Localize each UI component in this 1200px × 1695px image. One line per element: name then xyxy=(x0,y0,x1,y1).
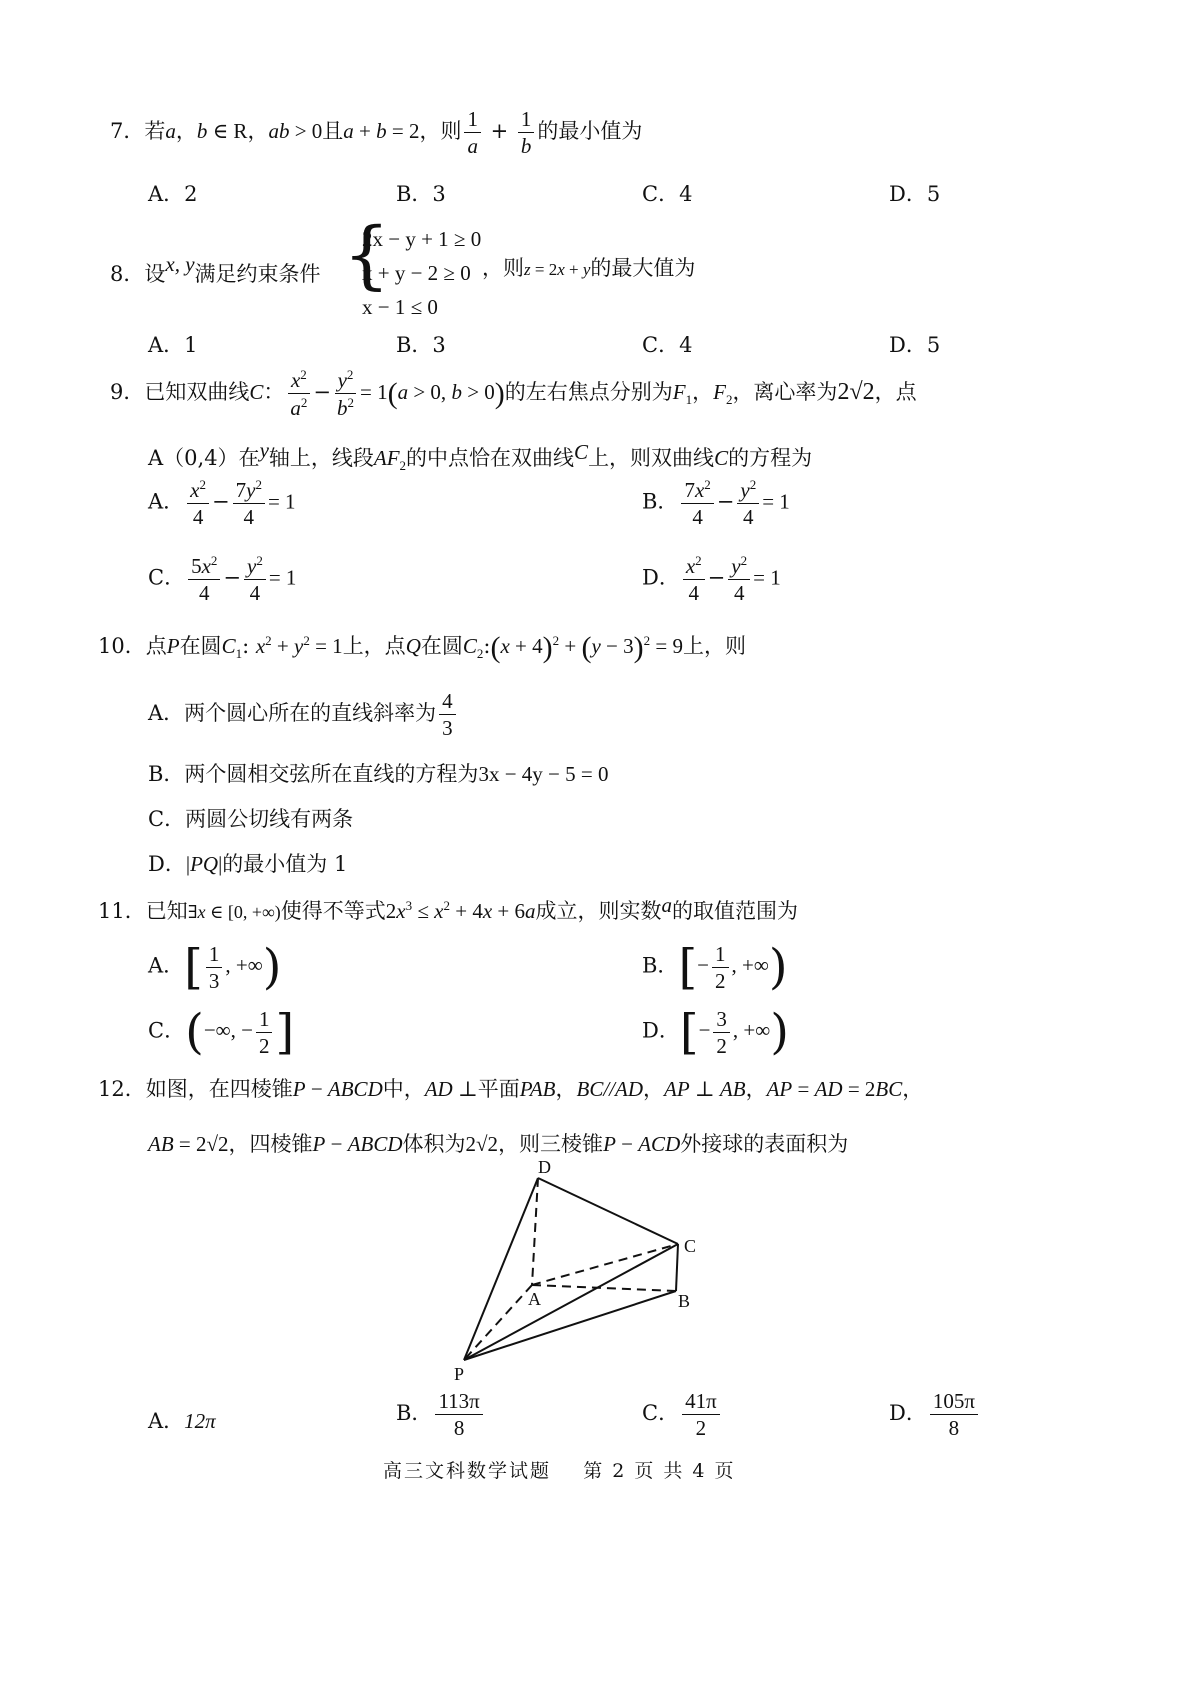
q10-option-c: C．两圆公切线有两条 xyxy=(148,807,354,831)
edge-DC xyxy=(538,1178,678,1244)
edge-CB xyxy=(676,1244,678,1291)
question-12-line1: 12．如图，在四棱锥P − ABCD中，AD ⊥平面PAB，BC//AD，AP ⊥ AB，AP = AD = 2BC， xyxy=(98,1077,924,1101)
vertex-label-P: P xyxy=(454,1364,465,1384)
q7-number: 7． xyxy=(110,119,145,144)
q9-option-c: C． $\frac{5x^2}{4}$ − $\frac{y^2}{4}$ = 1 xyxy=(148,553,297,606)
q11-option-b: B．[− $\frac{1}{2}$ , +∞) xyxy=(642,939,788,996)
q8-stem-right: ，则z = 2x + y的最大值为 xyxy=(482,256,696,280)
footer xyxy=(383,1456,736,1483)
edge-AB-hidden xyxy=(532,1285,676,1291)
q8-constraint-system xyxy=(362,222,481,324)
q8-constraint-2: x + y − 2 ≥ 0 xyxy=(362,261,471,285)
pyramid-figure xyxy=(440,1160,720,1390)
q8-constraint-3: x − 1 ≤ 0 xyxy=(362,295,438,319)
q12-option-b: B． $\frac{113\pi}{8}$ xyxy=(396,1390,486,1439)
q8-option-d: D．5 xyxy=(889,333,941,357)
q12-option-d: D． $\frac{105\pi}{8}$ xyxy=(889,1390,981,1439)
q8-constraint-1: 2x − y + 1 ≥ 0 xyxy=(362,227,482,251)
q11-option-c: C．(−∞, − $\frac{1}{2}$ ] xyxy=(148,1004,295,1061)
question-9-line1: 9．已知双曲线C： $\frac{x^2}{a^2}$ − $\frac{y^2}{b^2}$ = 1(a > 0, b > 0)的左右焦点分别为$F_1$，$F_2$，离心率为2√2，点 xyxy=(110,367,917,421)
q7-option-c: C．4 xyxy=(642,182,693,206)
q12-option-a: A．12π xyxy=(148,1409,216,1433)
q12-option-c: C． $\frac{41\pi}{2}$ xyxy=(642,1390,723,1439)
edge-PB xyxy=(464,1291,676,1360)
question-9-line2: A（0,4）在y轴上，线段$AF_2$的中点恰在双曲线C上，则双曲线C的方程为 xyxy=(148,438,813,474)
vertex-label-B: B xyxy=(678,1291,691,1311)
question-11: 11．已知∃x ∈ [0, +∞)使得不等式$2x^3 \le x^2 + 4x + 6a$成立，则实数a的取值范围为 xyxy=(98,893,798,923)
q7-option-b: B．3 xyxy=(396,182,446,206)
vertex-label-A: A xyxy=(528,1289,541,1309)
q8-option-c: C．4 xyxy=(642,333,693,357)
q10-option-b: B．两个圆相交弦所在直线的方程为3x − 4y − 5 = 0 xyxy=(148,762,609,786)
q10-option-d: D．|PQ|的最小值为 1 xyxy=(148,852,348,876)
edge-PD xyxy=(464,1178,538,1360)
q8-option-b: B．3 xyxy=(396,333,446,357)
question-12-line2: AB = 2√2，四棱锥P − ABCD体积为2√2，则三棱锥P − ACD外接球的表面积为 xyxy=(148,1132,849,1156)
edge-DA-hidden xyxy=(532,1178,538,1285)
q9-option-d: D． $\frac{x^2}{4}$ − $\frac{y^2}{4}$ = 1 xyxy=(642,553,781,606)
edge-PC xyxy=(464,1244,678,1360)
q11-option-a: A．[ $\frac{1}{3}$ , +∞) xyxy=(148,939,282,996)
vertex-label-D: D xyxy=(538,1160,551,1177)
q9-option-b: B． $\frac{7x^2}{4}$ − $\frac{y^2}{4}$ = 1 xyxy=(642,477,790,530)
q7-option-a: A．2 xyxy=(148,182,198,206)
edge-AC-hidden xyxy=(532,1244,678,1285)
q8-constraint-brace: { xyxy=(343,212,391,298)
footer-title: 高三文科数学试题 xyxy=(383,1460,552,1482)
q8-stem-left: 8．设x, y满足约束条件 xyxy=(110,252,321,286)
question-10: 10．点P在圆$C_1$: $x^2 + y^2 = 1$上，点Q在圆$C_2:(x + 4)^2 + (y - 3)^2 = 9$上，则 xyxy=(98,631,746,665)
q7-option-d: D．5 xyxy=(889,182,941,206)
footer-page-number: 第 2 页 共 4 页 xyxy=(583,1460,736,1482)
vertex-label-C: C xyxy=(684,1236,697,1256)
q9-option-a: A． $\frac{x^2}{4}$ − $\frac{7y^2}{4}$ = 1 xyxy=(148,477,296,530)
question-7: 7．若a，b ∈ R，ab > 0且a + b = 2，则 $\frac{1}{a}$ + $\frac{1}{b}$ 的最小值为 xyxy=(110,107,643,159)
q10-option-a: A．两个圆心所在的直线斜率为 $\frac{4}{3}$ xyxy=(148,690,459,739)
q8-option-a: A．1 xyxy=(148,333,198,357)
q11-option-d: D．[− $\frac{3}{2}$ , +∞) xyxy=(642,1004,789,1061)
pyramid-diagram xyxy=(440,1160,720,1390)
